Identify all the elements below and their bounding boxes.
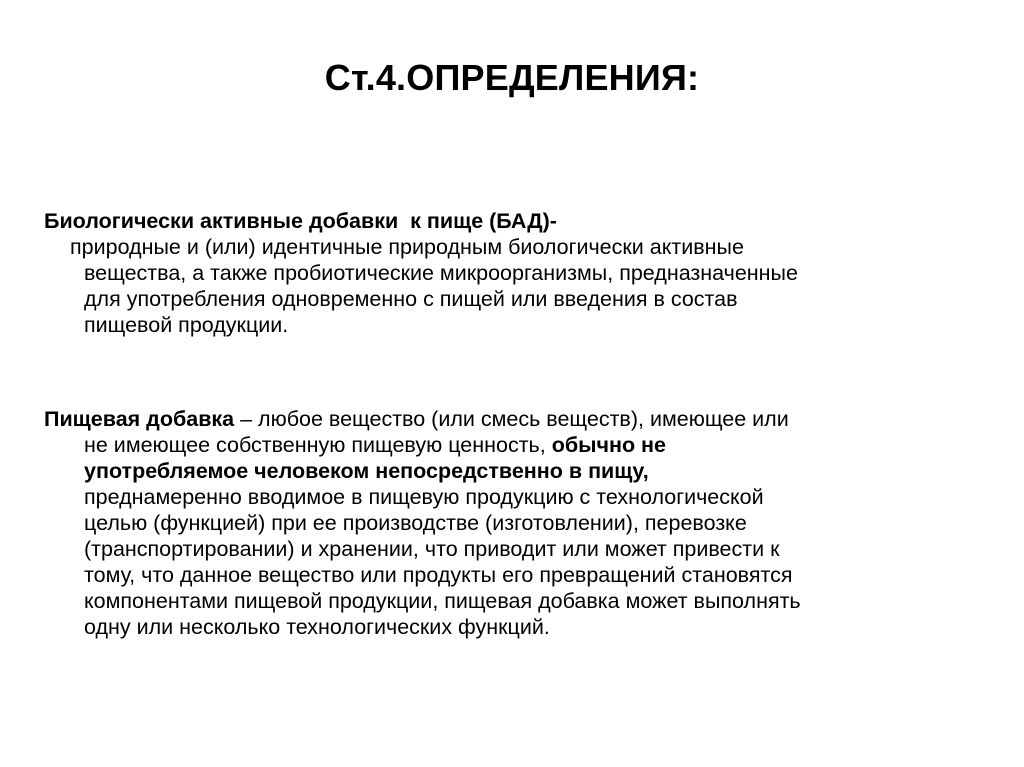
additive-line	[44, 406, 964, 432]
additive-line: тому, что данное вещество или продукты его превращений становятся	[84, 563, 793, 587]
additive-line: преднамеренно вводимое в пищевую продукцию с технологической	[84, 485, 764, 509]
additive-line: одну или несколько технологических функций.	[84, 615, 550, 639]
bad-term: Биологически активные добавки к пище (БАД)-	[44, 209, 557, 233]
additive-line: целью (функцией) при ее производстве (изготовлении), перевозке	[84, 511, 747, 535]
bad-line: для употребления одновременно с пищей или введения в состав	[84, 287, 738, 311]
additive-text: не имеющее собственную пищевую ценность,	[84, 433, 552, 457]
definition-food-additive	[44, 406, 964, 640]
bad-line: вещества, а также пробиотические микроорганизмы, предназначенные	[84, 261, 798, 285]
additive-line	[44, 432, 964, 458]
bad-definition-text	[70, 234, 964, 338]
slide-title: Ст.4.ОПРЕДЕЛЕНИЯ:	[324, 57, 700, 98]
additive-emphasis-line: употребляемое человеком непосредственно в пищу,	[84, 459, 649, 483]
additive-term: Пищевая добавка	[44, 407, 235, 431]
additive-line: компонентами пищевой продукции, пищевая добавка может выполнять	[84, 589, 801, 613]
bad-line: природные и (или) идентичные природным биологически активные	[70, 235, 744, 259]
additive-line: (транспортировании) и хранении, что приводит или может привести к	[84, 537, 780, 561]
additive-emphasis: обычно не	[551, 433, 666, 457]
definition-bad	[44, 208, 964, 338]
bad-line: пищевой продукции.	[84, 313, 289, 337]
additive-text: – любое вещество (или смесь веществ), имеющее или	[234, 407, 789, 431]
